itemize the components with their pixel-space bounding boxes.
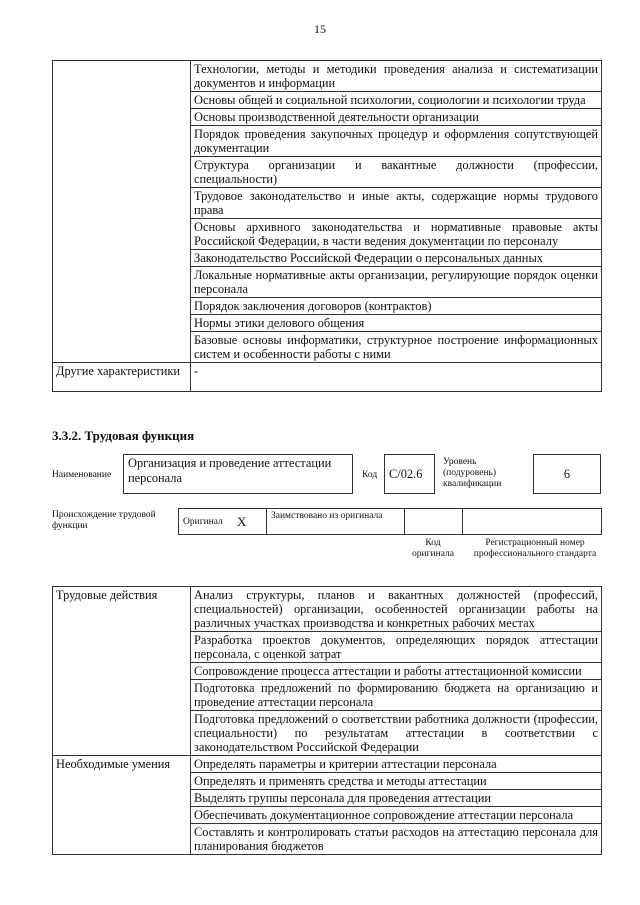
skill-row: Выделять группы персонала для проведения аттестации — [191, 790, 602, 807]
knowledge-row: Нормы этики делового общения — [191, 315, 602, 332]
page-number: 15 — [314, 22, 326, 36]
knowledge-row: Базовые основы информатики, структурное построение информационных систем и особенности работы с ними — [191, 332, 602, 363]
knowledge-label-cell — [53, 61, 191, 363]
other-characteristics-value: - — [191, 363, 602, 392]
labor-action-row: Разработка проектов документов, определяющих порядок аттестации персонала, с оценкой затрат — [191, 632, 602, 663]
origin-label: Происхождение трудовой функции — [52, 510, 156, 531]
code-original-caption: Код оригинала — [412, 538, 454, 559]
knowledge-row: Структура организации и вакантные должности (профессии, специальности) — [191, 157, 602, 188]
qualification-level-box: 6 — [533, 454, 601, 494]
function-name-box: Организация и проведение аттестации персонала — [123, 454, 353, 494]
knowledge-table — [52, 60, 602, 392]
origin-divider — [266, 509, 267, 534]
function-code-box: С/02.6 — [384, 454, 435, 494]
original-mark: X — [237, 514, 247, 529]
skill-row: Определять и применять средства и методы аттестации — [191, 773, 602, 790]
original-label: Оригинал — [183, 517, 223, 527]
origin-divider — [462, 509, 463, 534]
origin-box — [178, 508, 602, 535]
skill-row: Обеспечивать документационное сопровождение аттестации персонала — [191, 807, 602, 824]
labor-action-row: Анализ структуры, планов и вакантных должностей (профессий, специальностей) организации, особенностей организации работы на различных участках производства и конкретных рабочих местах — [191, 587, 602, 632]
name-label: Наименование — [52, 470, 112, 480]
knowledge-row: Технологии, методы и методики проведения анализа и систематизации документов и информации — [191, 61, 602, 92]
required-skills-label: Необходимые умения — [53, 756, 191, 855]
skill-row: Определять параметры и критерии аттестации персонала — [191, 756, 602, 773]
labor-actions-label: Трудовые действия — [53, 587, 191, 756]
actions-skills-table — [52, 586, 602, 855]
knowledge-row: Трудовое законодательство и иные акты, содержащие нормы трудового права — [191, 188, 602, 219]
borrowed-label: Заимствовано из оригинала — [271, 511, 383, 521]
skill-row: Составлять и контролировать статьи расходов на аттестацию персонала для планирования бюджетов — [191, 824, 602, 855]
labor-action-row: Подготовка предложений по формированию бюджета на организацию и проведение аттестации персонала — [191, 680, 602, 711]
knowledge-row: Порядок проведения закупочных процедур и оформления сопутствующей документации — [191, 126, 602, 157]
registration-number-caption: Регистрационный номер профессионального стандарта — [473, 538, 597, 559]
knowledge-row: Основы общей и социальной психологии, социологии и психологии труда — [191, 92, 602, 109]
labor-action-row: Подготовка предложений о соответствии работника должности (профессии, специальности) по результатам аттестации в соответствии с законодательством Российской Федерации — [191, 711, 602, 756]
labor-action-row: Сопровождение процесса аттестации и работы аттестационной комиссии — [191, 663, 602, 680]
knowledge-row: Законодательство Российской Федерации о персональных данных — [191, 250, 602, 267]
origin-divider — [404, 509, 405, 534]
other-characteristics-label: Другие характеристики — [53, 363, 191, 392]
section-title: 3.3.2. Трудовая функция — [52, 428, 195, 443]
knowledge-row: Порядок заключения договоров (контрактов) — [191, 298, 602, 315]
knowledge-row: Локальные нормативные акты организации, регулирующие порядок оценки персонала — [191, 267, 602, 298]
knowledge-row: Основы производственной деятельности организации — [191, 109, 602, 126]
code-label: Код — [362, 470, 378, 480]
level-label: Уровень (подуровень) квалификации — [443, 457, 502, 489]
knowledge-row: Основы архивного законодательства и нормативные правовые акты Российской Федерации, в части ведения документации по персоналу — [191, 219, 602, 250]
